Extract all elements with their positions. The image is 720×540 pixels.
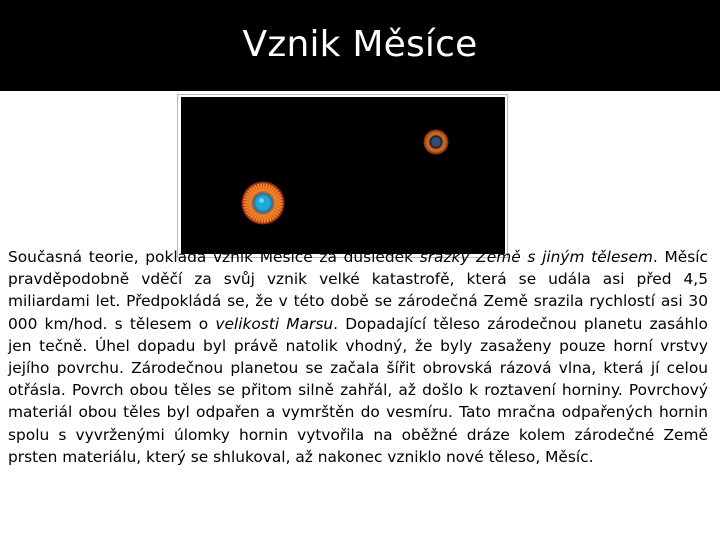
text-sentence-3: . Dopadající těleso zárodečnou planetu zasáhlo jen tečně. Úhel dopadu byl právě natolik vhodný, že byly zasaženy pouze horní vrstvy jejího povrchu. Zárodečnou planetou se začala šířit obrovská rázová vlna, která jí celou otřásla. Povrch obou těles se přitom silně zahřál, až došlo k roztavení horniny. Povrchový materiál obou těles byl odpařen a vymrštěn do vesmíru. Tato mračna odpařených hornin spolu s vyvrženými úlomky hornin vytvořila na oběžné dráze kolem zárodečné Země prsten materiálu, který se shlukoval, až nakonec vzniklo nové těleso, Měsíc. — [8, 314, 708, 466]
title-bar — [0, 0, 720, 91]
lunar-origin-text — [8, 246, 708, 468]
text-sentence-1: Současná teorie, pokládá vznik Měsíce za důsledek — [8, 248, 420, 266]
proto-earth-planet — [242, 182, 285, 225]
space-background — [181, 97, 505, 254]
text-sentence-2: . Měsíc pravděpodobně vděčí za svůj vznik velké katastrofě, která se udála asi před 4,5 miliardami let. Předpokládá se, že v této době se zárodečná Země srazila rychlostí asi 30 000 km/hod. s tělesem o — [8, 248, 708, 333]
text-emphasis-collision: srážky Země s jiným tělesem — [419, 248, 653, 266]
small-impactor-body — [424, 130, 449, 155]
slide-title: Vznik Měsíce — [242, 24, 478, 65]
text-emphasis-mars-size: velikosti Marsu — [215, 314, 334, 333]
collision-animation-image — [181, 97, 505, 254]
